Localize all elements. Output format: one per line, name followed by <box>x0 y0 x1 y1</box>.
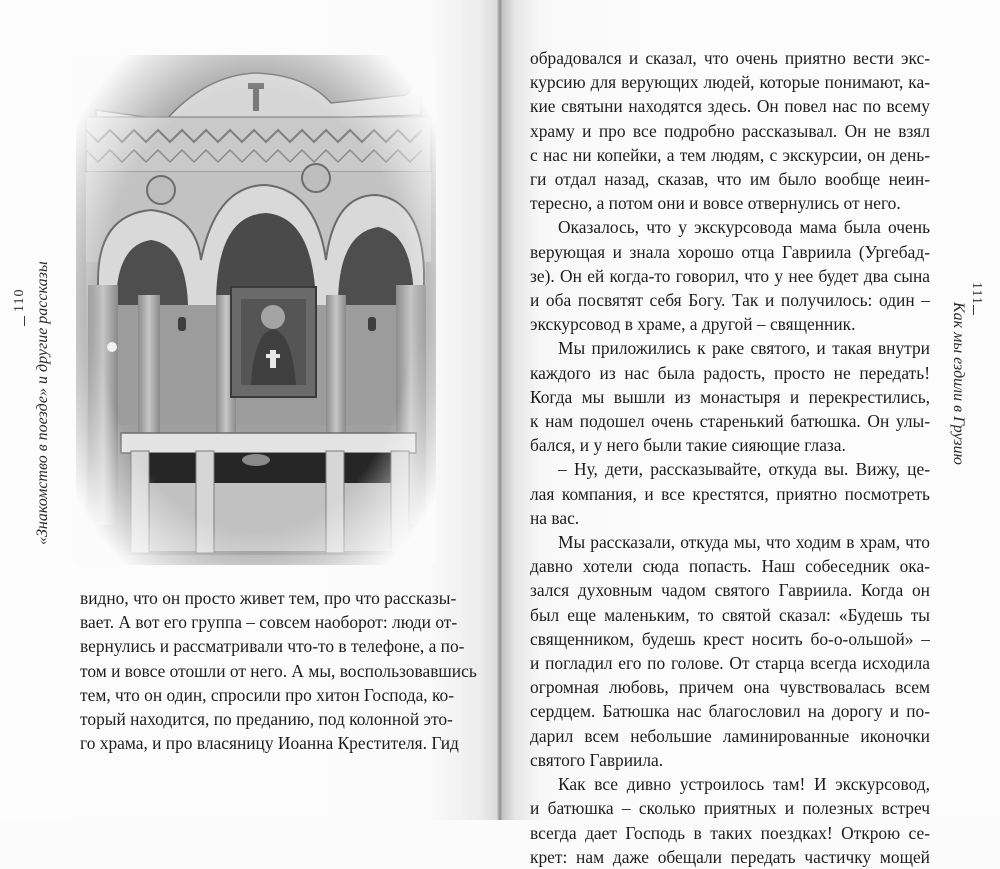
text-line: был еще маленьким, то святой сказал: «Будешь ты <box>530 604 930 625</box>
shrine-photo <box>76 55 436 565</box>
text-line: тем, что он один, спросили про хитон Господа, ко- <box>80 684 455 705</box>
text-line: храму и про все подробно рассказывал. Он не взял <box>530 120 930 141</box>
left-page <box>0 0 500 820</box>
running-head-right: Как мы ездили в Грузию <box>950 302 967 465</box>
text-line: ги отдал назад, сказав, что им было вообще неин- <box>530 169 930 190</box>
text-line: бался, и у него были такие сияющие глаза. <box>530 435 846 456</box>
text-line: сердцем. Батюшка нас благословил на дорогу и по- <box>530 701 930 722</box>
text-line: – Ну, дети, рассказывайте, откуда вы. Вижу, це- <box>558 459 930 480</box>
text-line: Как все дивно устроилось там! И экскурсовод, <box>558 774 930 795</box>
text-line: каждого из нас была радость, просто не передать! <box>530 362 930 383</box>
text-line: огромная любовь, причем она чувствовалась всем <box>530 677 930 698</box>
text-line: на вас. <box>530 507 580 528</box>
text-line: тересно, а потом они и вовсе отвернулись от него. <box>530 193 901 214</box>
text-line: святого Гавриила. <box>530 749 664 770</box>
text-line: кие святыни находятся здесь. Он повел нас по всему <box>530 96 930 117</box>
text-line: давно хотели сюда попасть. Наш собеседник ока- <box>530 556 930 577</box>
page-number-left: 110 <box>12 288 27 312</box>
page-number-right: 111 <box>969 282 984 305</box>
text-line: экскурсовод в храме, а другой – священник. <box>530 314 856 335</box>
text-line: и батюшка – сколько приятных и полезных встреч <box>530 798 930 819</box>
text-line: к нам подошел очень старенький батюшка. Он улы- <box>530 411 930 432</box>
text-line: торый находится, по преданию, под колонной это- <box>80 709 453 730</box>
text-line: видно, что он просто живет тем, про что рассказы- <box>80 588 457 608</box>
text-line: зался духовным чадом святого Гавриила. Когда он <box>530 580 930 601</box>
text-line: Оказалось, что у экскурсовода мама была очень <box>558 217 930 238</box>
text-line: Когда мы вышли из монастыря и перекрестились, <box>530 386 930 407</box>
text-line: обрадовался и сказал, что очень приятно вести экс- <box>530 48 930 68</box>
text-line: зе). Он ей когда-то говорил, что у нее будет два сына <box>530 265 930 286</box>
text-line: крет: нам даже обещали передать частичку мощей <box>530 846 930 867</box>
text-line: дарил всем небольшие ламинированные иконочки <box>530 725 930 746</box>
folio-divider-right <box>973 305 974 315</box>
text-line: вает. А вот его группа – совсем наоборот: люди от- <box>80 612 458 633</box>
right-page-text <box>530 46 930 869</box>
running-head-left: «Знакомство в поезде» и другие рассказы <box>34 261 51 545</box>
text-line: священником, будешь крест носить бо-о-ольшой» – <box>530 628 930 649</box>
shrine-photo-graphic <box>76 55 436 565</box>
book-gutter <box>497 0 503 820</box>
text-line: лая компания, и все крестятся, приятно посмотреть <box>530 483 930 504</box>
text-line: Мы приложились к раке святого, и такая внутри <box>558 338 930 359</box>
text-line: с нас ни копейки, а тем людям, с экскурсии, он день- <box>530 144 930 165</box>
text-line: и погладил его по голове. От старца всегда исходила <box>530 653 930 674</box>
left-page-text <box>80 586 477 755</box>
folio-divider-left <box>24 316 25 326</box>
text-line: и оба посвятят себя Богу. Так и получилось: один – <box>530 290 930 311</box>
text-line: го храма, и про власяницу Иоанна Крестителя. Гид <box>80 733 459 754</box>
text-line: том и вовсе отошли от него. А мы, воспользовавшись <box>80 660 477 681</box>
text-line: всегда дает Господь в таких поездках! Открою се- <box>530 822 930 843</box>
text-line: вернулись и рассматривали что-то в телефоне, а по- <box>80 636 465 657</box>
text-line: курсию для верующих людей, которые понимают, ка- <box>530 72 930 93</box>
text-line: Мы рассказали, откуда мы, что ходим в храм, что <box>558 532 930 553</box>
text-line: верующая и знала хорошо отца Гавриила (Ургебад- <box>530 241 930 262</box>
